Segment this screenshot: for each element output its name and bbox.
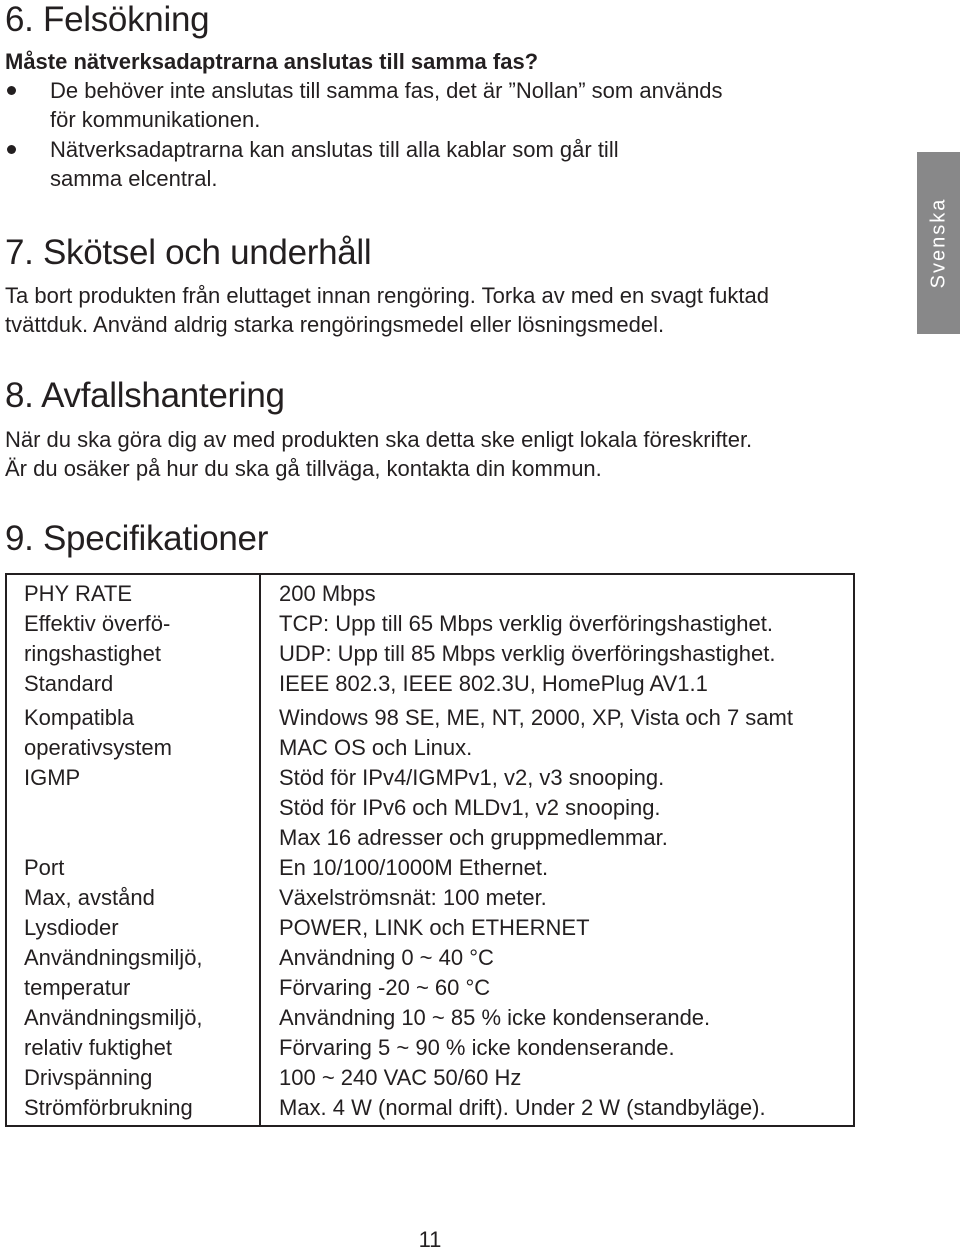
- section-7-title: 7. Skötsel och underhåll: [5, 233, 372, 272]
- spec-value-cell: [260, 913, 854, 943]
- table-row: [6, 574, 854, 609]
- spec-value: TCP: Upp till 65 Mbps verklig överföringshastighet.: [279, 611, 773, 636]
- spec-value-cell: [260, 669, 854, 699]
- paragraph-line: Ta bort produkten från eluttaget innan rengöring. Torka av med en svagt fuktad: [5, 283, 769, 308]
- section-8-title: 8. Avfallshantering: [5, 376, 285, 415]
- faq-question: Måste nätverksadaptrarna anslutas till samma fas?: [5, 49, 539, 74]
- spec-label-cell: [6, 1093, 260, 1126]
- table-row: [6, 669, 854, 699]
- spec-label-cell: [6, 853, 260, 883]
- spec-label: Drivspänning: [24, 1065, 153, 1090]
- section-9-title: 9. Specifikationer: [5, 519, 269, 558]
- spec-value: Stöd för IPv4/IGMPv1, v2, v3 snooping.: [279, 765, 665, 790]
- spec-value: UDP: Upp till 85 Mbps verklig överföringshastighet.: [279, 641, 776, 666]
- specifications-table: [5, 573, 855, 1127]
- table-row: [6, 943, 854, 1003]
- spec-label: relativ fuktighet: [24, 1035, 172, 1060]
- spec-value-cell: [260, 609, 854, 669]
- spec-value-cell: [260, 1093, 854, 1126]
- spec-label: Lysdioder: [24, 915, 119, 940]
- section-6-title: 6. Felsökning: [5, 0, 210, 39]
- spec-value-cell: [260, 1003, 854, 1063]
- spec-value-cell: [260, 943, 854, 1003]
- spec-value-cell: [260, 574, 854, 609]
- spec-label: Användningsmiljö,: [24, 1005, 203, 1030]
- table-row: [6, 883, 854, 913]
- table-row: [6, 763, 854, 853]
- spec-value: Windows 98 SE, ME, NT, 2000, XP, Vista och 7 samt: [279, 705, 793, 730]
- table-row: [6, 1003, 854, 1063]
- language-side-tab: [917, 152, 960, 334]
- list-item: [5, 135, 825, 193]
- spec-value: POWER, LINK och ETHERNET: [279, 915, 590, 940]
- spec-label-cell: [6, 883, 260, 913]
- spec-label: temperatur: [24, 975, 131, 1000]
- spec-value: Max. 4 W (normal drift). Under 2 W (standbyläge).: [279, 1095, 766, 1120]
- spec-label: Port: [24, 855, 65, 880]
- spec-label-cell: [6, 699, 260, 763]
- spec-label: operativsystem: [24, 735, 172, 760]
- paragraph-line: När du ska göra dig av med produkten ska detta ske enligt lokala föreskrifter.: [5, 427, 753, 452]
- spec-value-cell: [260, 763, 854, 853]
- spec-label-cell: [6, 669, 260, 699]
- spec-value: MAC OS och Linux.: [279, 735, 473, 760]
- spec-label: Effektiv överfö-: [24, 611, 171, 636]
- spec-label-cell: [6, 943, 260, 1003]
- language-label: Svenska: [927, 197, 949, 289]
- spec-value: 200 Mbps: [279, 581, 376, 606]
- spec-label-cell: [6, 1003, 260, 1063]
- spec-value: Användning 0 ~ 40 °C: [279, 945, 494, 970]
- spec-value: Förvaring -20 ~ 60 °C: [279, 975, 491, 1000]
- spec-value: Max 16 adresser och gruppmedlemmar.: [279, 825, 668, 850]
- table-row: [6, 699, 854, 763]
- paragraph-line: tvättduk. Använd aldrig starka rengöringsmedel eller lösningsmedel.: [5, 312, 665, 337]
- table-row: [6, 1093, 854, 1126]
- table-row: [6, 1063, 854, 1093]
- paragraph-line: Är du osäker på hur du ska gå tillväga, kontakta din kommun.: [5, 456, 602, 481]
- spec-label-cell: [6, 913, 260, 943]
- list-item-line: De behöver inte anslutas till samma fas, det är ”Nollan” som används: [50, 78, 723, 103]
- spec-value-cell: [260, 883, 854, 913]
- faq-answer-list: [5, 76, 825, 194]
- table-row: [6, 609, 854, 669]
- list-item-line: samma elcentral.: [50, 166, 218, 191]
- list-item: [5, 76, 825, 134]
- spec-label: Standard: [24, 671, 114, 696]
- spec-value: Förvaring 5 ~ 90 % icke kondenserande.: [279, 1035, 675, 1060]
- spec-value: Stöd för IPv6 och MLDv1, v2 snooping.: [279, 795, 661, 820]
- spec-value-cell: [260, 853, 854, 883]
- spec-value: En 10/100/1000M Ethernet.: [279, 855, 549, 880]
- spec-label: PHY RATE: [24, 581, 132, 606]
- spec-value: Användning 10 ~ 85 % icke kondenserande.: [279, 1005, 711, 1030]
- care-paragraph: [5, 281, 875, 339]
- disposal-paragraph: [5, 425, 875, 483]
- spec-label: ringshastighet: [24, 641, 161, 666]
- spec-label-cell: [6, 1063, 260, 1093]
- spec-label: Strömförbrukning: [24, 1095, 193, 1120]
- spec-value-cell: [260, 1063, 854, 1093]
- page-number: 11: [418, 1227, 442, 1252]
- table-row: [6, 853, 854, 883]
- spec-label: Max, avstånd: [24, 885, 155, 910]
- spec-label: IGMP: [24, 765, 81, 790]
- list-item-line: för kommunikationen.: [50, 107, 261, 132]
- table-row: [6, 913, 854, 943]
- spec-label: Användningsmiljö,: [24, 945, 203, 970]
- spec-value: 100 ~ 240 VAC 50/60 Hz: [279, 1065, 522, 1090]
- spec-label-cell: [6, 574, 260, 609]
- list-item-line: Nätverksadaptrarna kan anslutas till alla kablar som går till: [50, 137, 619, 162]
- bullet-icon: [7, 145, 16, 154]
- spec-label-cell: [6, 763, 260, 853]
- spec-value: Växelströmsnät: 100 meter.: [279, 885, 547, 910]
- spec-label: Kompatibla: [24, 705, 135, 730]
- spec-value: IEEE 802.3, IEEE 802.3U, HomePlug AV1.1: [279, 671, 708, 696]
- spec-label-cell: [6, 609, 260, 669]
- spec-value-cell: [260, 699, 854, 763]
- bullet-icon: [7, 86, 16, 95]
